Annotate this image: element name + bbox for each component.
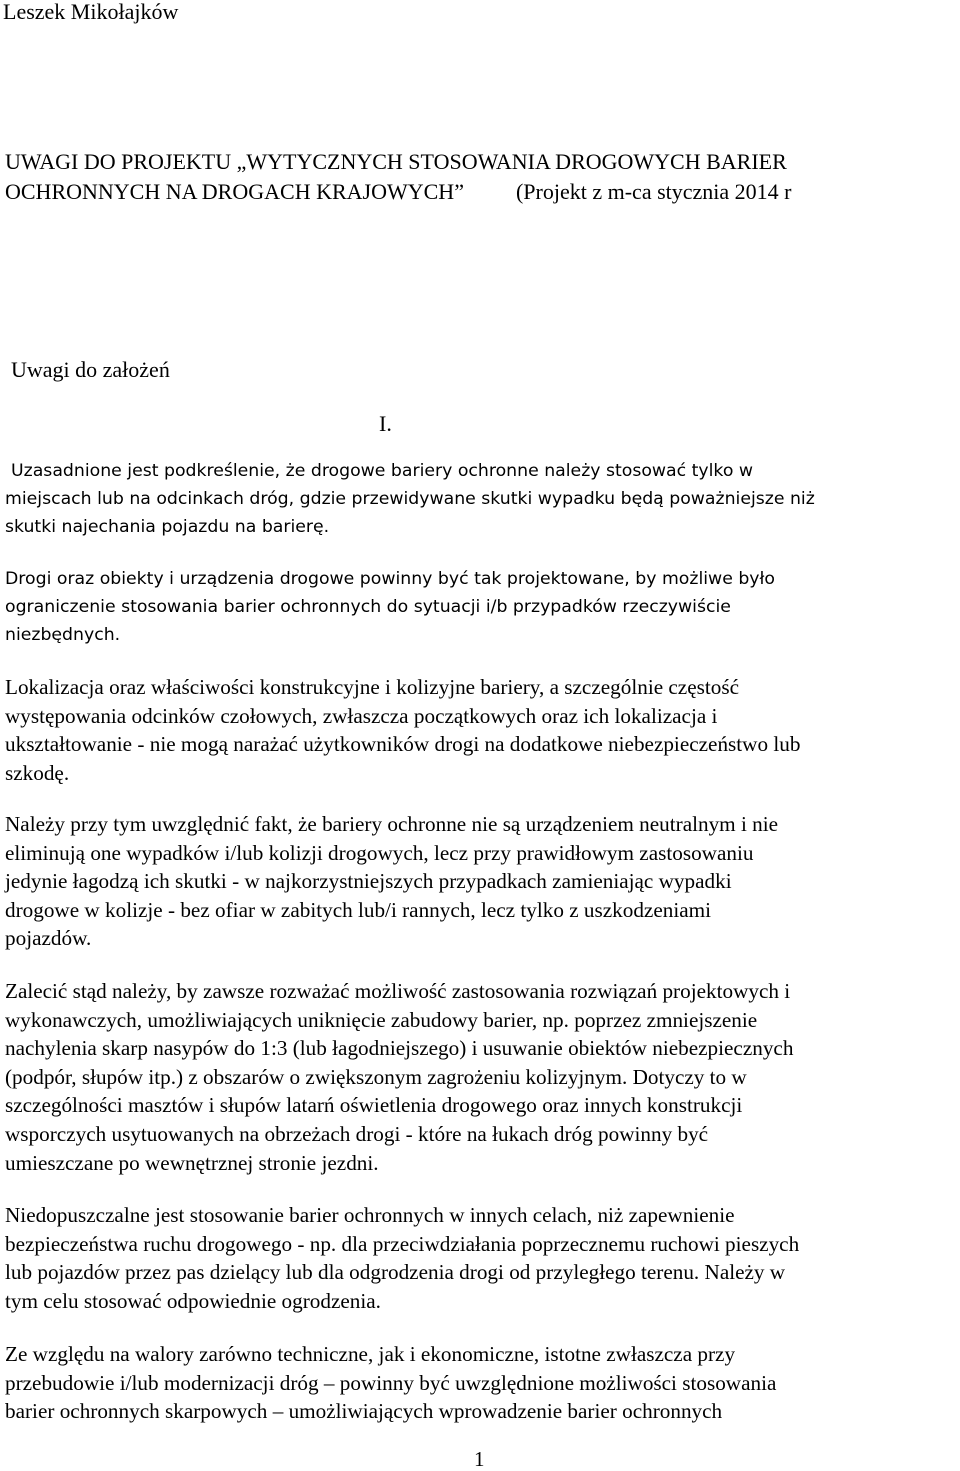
paragraph-line: Zalecić stąd należy, by zawsze rozważać możliwość zastosowania rozwiązań projektowych i [5,979,791,1003]
paragraph-6 [5,1201,957,1315]
paragraph-line: Niedopuszczalne jest stosowanie barier ochronnych w innych celach, niż zapewnienie [5,1203,735,1227]
paragraph-4 [5,810,957,953]
paragraph-line: przebudowie i/lub modernizacji dróg – powinny być uwzględnione możliwości stosowania [5,1370,777,1395]
paragraph-line: umieszczane po wewnętrznej stronie jezdni. [5,1150,379,1175]
paragraph-line: Ze względu na walory zarówno techniczne, jak i ekonomiczne, istotne zwłaszcza przy [5,1342,736,1366]
paragraph-line: jedynie łagodzą ich skutki - w najkorzystniejszych przypadkach zamieniając wypadki [5,869,732,894]
paragraph-line: (podpór, słupów itp.) z obszarów o zwiększonym zagrożeniu kolizyjnym. Dotyczy to w [5,1064,747,1089]
author-name: Leszek Mikołajków [3,0,179,24]
paragraph-line: eliminują one wypadków i/lub kolizji drogowych, lecz przy prawidłowym zastosowaniu [5,840,754,865]
document-title [5,147,791,207]
section-number: I. [379,411,392,436]
page-number: 1 [474,1447,485,1471]
paragraph-line: drogowe w kolizje - bez ofiar w zabitych lub/i rannych, lecz tylko z uszkodzeniami [5,897,711,922]
paragraph-line: występowania odcinków czołowych, zwłaszcza początkowych oraz ich lokalizacja i [5,703,718,728]
title-line-1: UWAGI DO PROJEKTU „WYTYCZNYCH STOSOWANIA DROGOWYCH BARIER [5,149,787,174]
paragraph-line: pojazdów. [5,926,92,951]
title-line-2-main: OCHRONNYCH NA DROGACH KRAJOWYCH” [5,179,464,204]
paragraph-line: niezbędnych. [5,625,121,645]
paragraph-line: Uzasadnione jest podkreślenie, że drogowe bariery ochronne należy stosować tylko w [11,461,754,481]
paragraph-1 [5,457,957,541]
paragraph-line: szkodę. [5,760,70,785]
title-line-2-subtitle: (Projekt z m-ca stycznia 2014 r [515,179,792,204]
paragraph-line: tym celu stosować odpowiednie ogrodzenia. [5,1288,381,1313]
paragraph-3 [5,673,957,787]
paragraph-line: szczególności masztów i słupów latarń oświetlenia drogowego oraz innych konstrukcji [5,1093,743,1118]
paragraph-line: barier ochronnych skarpowych – umożliwiających wprowadzenie barier ochronnych [5,1399,723,1424]
paragraph-7 [5,1340,957,1426]
paragraph-line: ukształtowanie - nie mogą narażać użytkowników drogi na dodatkowe niebezpieczeństwo lub [5,732,801,757]
paragraph-5 [5,977,957,1177]
paragraph-line: nachylenia skarp nasypów do 1:3 (lub łagodniejszego) i usuwanie obiektów niebezpiecznych [5,1036,794,1061]
paragraph-line: lub pojazdów przez pas dzielący lub dla odgrodzenia drogi od przyległego terenu. Należy w [5,1260,786,1285]
paragraph-line: wykonawczych, umożliwiających uniknięcie zabudowy barier, np. poprzez zmniejszenie [5,1007,758,1032]
paragraph-line: Lokalizacja oraz właściwości konstrukcyjne i kolizyjne bariery, a szczególnie częstość [5,675,739,699]
paragraph-line: Drogi oraz obiekty i urządzenia drogowe powinny być tak projektowane, by możliwe było [5,569,775,589]
paragraph-line: skutki najechania pojazdu na barierę. [5,517,330,537]
paragraph-line: Należy przy tym uwzględnić fakt, że bariery ochronne nie są urządzeniem neutralnym i nie [5,812,779,836]
paragraph-line: ograniczenie stosowania barier ochronnych do sytuacji i/b przypadków rzeczywiście [5,597,731,617]
paragraph-2 [5,565,957,649]
paragraph-line: wsporczych usytuowanych na obrzeżach drogi - które na łukach dróg powinny być [5,1121,709,1146]
title-line-2 [5,177,791,207]
paragraph-line: bezpieczeństwa ruchu drogowego - np. dla przeciwdziałania poprzecznemu ruchowi pieszych [5,1231,800,1256]
paragraph-line: miejscach lub na odcinkach dróg, gdzie przewidywane skutki wypadku będą poważniejsze niż [5,489,815,509]
section-label: Uwagi do założeń [11,357,170,382]
